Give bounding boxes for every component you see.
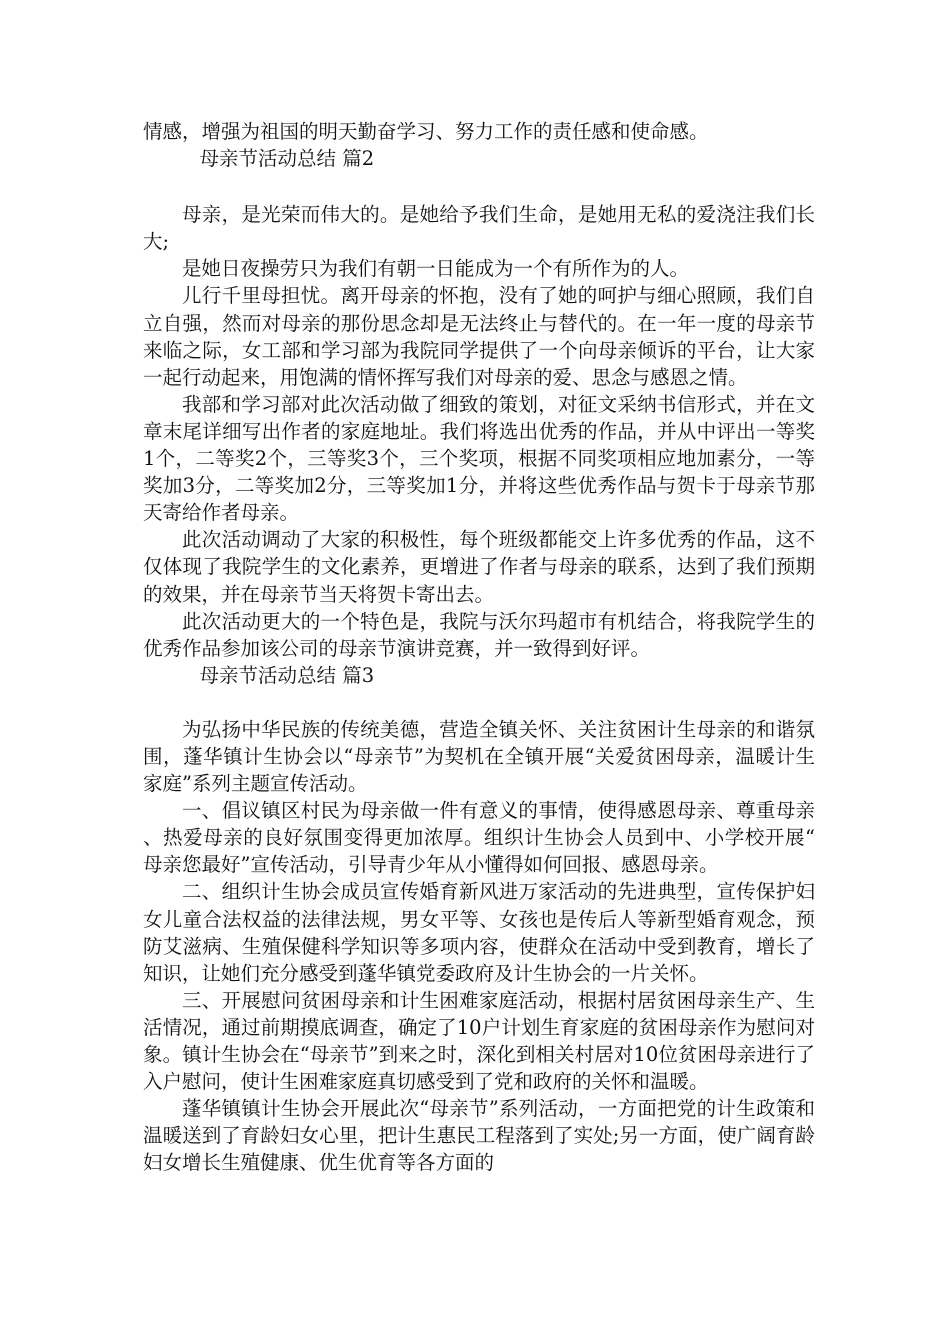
body-paragraph: 母亲，是光荣而伟大的。是她给予我们生命，是她用无私的爱浇注我们长大; (143, 203, 815, 254)
body-paragraph: 蓬华镇镇计生协会开展此次“母亲节”系列活动，一方面把党的计生政策和温暖送到了育龄妇女心里，把计生惠民工程落到了实处;另一方面，使广阔育龄妇女增长生殖健康、优生优育等各方面的 (143, 1097, 815, 1175)
body-paragraph: 此次活动更大的一个特色是，我院与沃尔玛超市有机结合，将我院学生的优秀作品参加该公司的母亲节演讲竞赛，并一致得到好评。 (143, 609, 815, 660)
body-paragraph: 我部和学习部对此次活动做了细致的策划，对征文采纳书信形式，并在文章末尾详细写出作者的家庭地址。我们将选出优秀的作品，并从中评出一等奖1个，二等奖2个，三等奖3个，三个奖项，根据不同奖项相应地加素分，一等奖加3分，二等奖加2分，三等奖加1分，并将这些优秀作品与贺卡于母亲节那天寄给作者母亲。 (143, 392, 815, 525)
body-paragraph: 三、开展慰问贫困母亲和计生困难家庭活动，根据村居贫困母亲生产、生活情况，通过前期摸底调查，确定了10户计划生育家庭的贫困母亲作为慰问对象。镇计生协会在“母亲节”到来之时，深化到相关村居对10位贫困母亲进行了入户慰问，使计生困难家庭真切感受到了党和政府的关怀和温暖。 (143, 988, 815, 1094)
body-paragraph: 情感，增强为祖国的明天勤奋学习、努力工作的责任感和使命感。 (143, 120, 709, 143)
section-heading-2: 母亲节活动总结 篇2 (199, 147, 375, 171)
body-paragraph: 一、倡议镇区村民为母亲做一件有意义的事情，使得感恩母亲、尊重母亲、热爱母亲的良好氛围变得更加浓厚。组织计生协会人员到中、小学校开展“母亲您最好”宣传活动，引导青少年从小懂得如何回报、感恩母亲。 (143, 799, 815, 877)
body-paragraph: 二、组织计生协会成员宣传婚育新风进万家活动的先进典型，宣传保护妇女儿童合法权益的法律法规，男女平等、女孩也是传后人等新型婚育观念，预防艾滋病、生殖保健科学知识等多项内容，使群众在活动中受到教育，增长了知识，让她们充分感受到蓬华镇党委政府及计生协会的一片关怀。 (143, 880, 815, 985)
body-paragraph: 儿行千里母担忧。离开母亲的怀抱，没有了她的呵护与细心照顾，我们自立自强，然而对母亲的那份思念却是无法终止与替代的。在一年一度的母亲节来临之际，女工部和学习部为我院同学提供了一个向母亲倾诉的平台，让大家一起行动起来，用饱满的情怀挥写我们对母亲的爱、思念与感恩之情。 (143, 284, 815, 389)
section-heading-3: 母亲节活动总结 篇3 (199, 663, 375, 687)
body-paragraph: 此次活动调动了大家的积极性，每个班级都能交上许多优秀的作品，这不仅体现了我院学生的文化素养，更增进了作者与母亲的联系，达到了我们预期的效果，并在母亲节当天将贺卡寄出去。 (143, 528, 815, 606)
body-paragraph: 是她日夜操劳只为我们有朝一日能成为一个有所作为的人。 (182, 257, 690, 281)
document-page (143, 118, 815, 1176)
body-paragraph: 为弘扬中华民族的传统美德，营造全镇关怀、关注贫困计生母亲的和谐氛围，蓬华镇计生协会以“母亲节”为契机在全镇开展“关爱贫困母亲，温暖计生家庭”系列主题宣传活动。 (143, 717, 815, 796)
